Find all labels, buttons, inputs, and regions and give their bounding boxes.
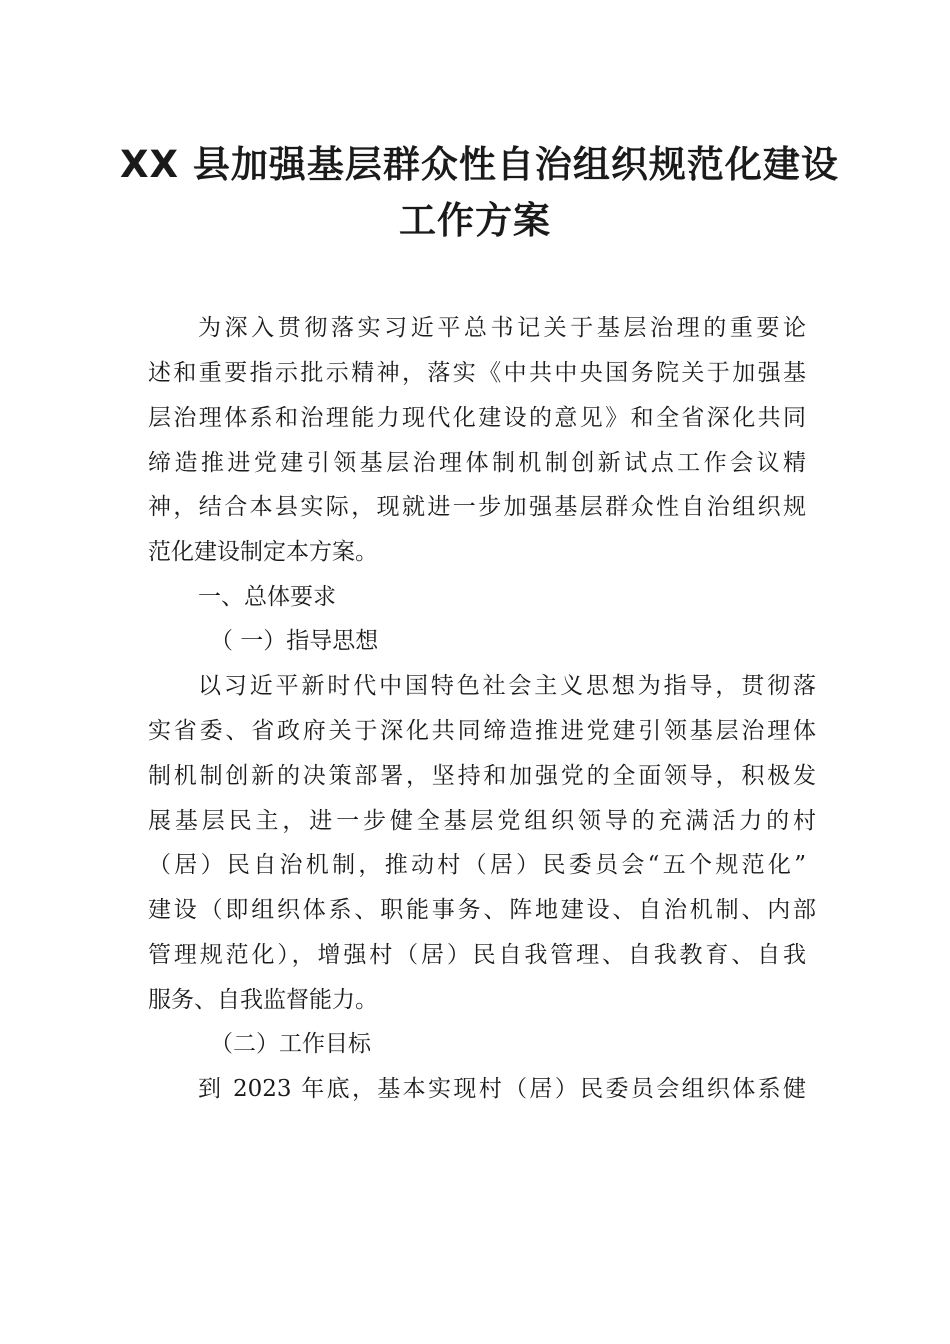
paragraph-2-line-1: 以习近平新时代中国特色社会主义思想为指导，贯彻落 (198, 673, 816, 699)
subsection-heading-2: （二）工作目标 (210, 1031, 371, 1057)
paragraph-2-line-2: 实省委、省政府关于深化共同缔造推进党建引领基层治理体 (148, 718, 816, 744)
document-title-line-1: XX 县加强基层群众性自治组织规范化建设 (120, 143, 839, 186)
paragraph-1-line-3: 层治理体系和治理能力现代化建设的意见》和全省深化共同 (148, 405, 806, 431)
paragraph-3-line-1: 到 2023 年底，基本实现村（居）民委员会组织体系健 (198, 1076, 806, 1102)
section-heading-1: 一、总体要求 (198, 584, 336, 610)
paragraph-2-line-5: （居）民自治机制，推动村（居）民委员会“五个规范化” (148, 852, 806, 878)
paragraph-1-line-4: 缔造推进党建引领基层治理体制机制创新试点工作会议精 (148, 450, 806, 476)
paragraph-1-line-5: 神，结合本县实际，现就进一步加强基层群众性自治组织规 (148, 494, 806, 520)
paragraph-2-line-7: 管理规范化），增强村（居）民自我管理、自我教育、自我 (148, 942, 806, 968)
paragraph-2-line-6: 建设（即组织体系、职能事务、阵地建设、自治机制、内部 (148, 897, 816, 923)
paragraph-2-line-3: 制机制创新的决策部署，坚持和加强党的全面领导，积极发 (148, 763, 816, 789)
paragraph-1-line-1: 为深入贯彻落实习近平总书记关于基层治理的重要论 (198, 315, 806, 341)
paragraph-1-line-6: 范化建设制定本方案。 (148, 539, 378, 565)
paragraph-2-line-4: 展基层民主，进一步健全基层党组织领导的充满活力的村 (148, 808, 816, 834)
subsection-heading-1: （ 一）指导思想 (210, 628, 379, 654)
paragraph-2-line-8: 服务、自我监督能力。 (148, 987, 378, 1013)
document-title-line-2: 工作方案 (399, 199, 551, 242)
paragraph-1-line-2: 述和重要指示批示精神，落实《中共中央国务院关于加强基 (148, 360, 806, 386)
